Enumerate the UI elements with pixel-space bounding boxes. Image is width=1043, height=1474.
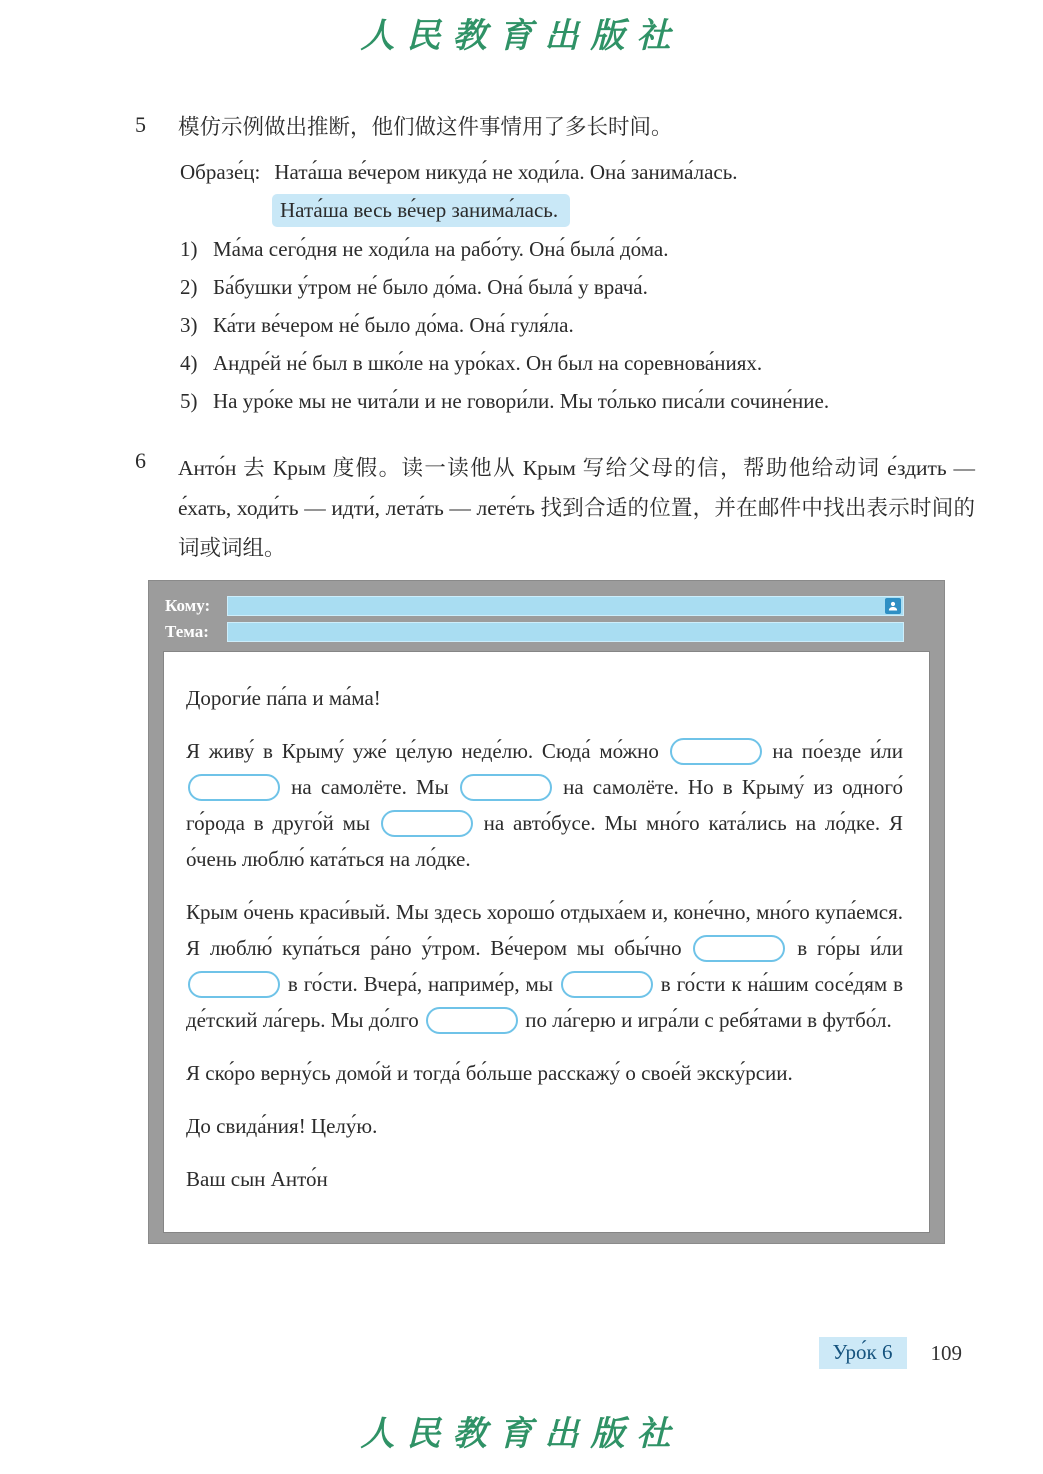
letter-paragraph: Я ско́ро верну́сь домо́й и тогда́ бо́льше расскажу́ о свое́й экску́рсии.: [186, 1061, 793, 1085]
exercise-5: [135, 112, 975, 413]
item-text: Андре́й не́ был в шко́ле на уро́ках. Он был на соревнова́ниях.: [213, 351, 763, 375]
answer-blank[interactable]: [693, 935, 785, 962]
list-item: [135, 313, 975, 337]
email-to-field[interactable]: [227, 596, 904, 616]
list-item: [135, 237, 975, 261]
exercise-5-number: 5: [135, 112, 146, 137]
email-window: [148, 580, 945, 1244]
page-footer: [819, 1337, 962, 1369]
item-number: 1): [180, 237, 198, 261]
item-text: Ка́ти ве́чером не́ было до́ма. Она́ гуля́ла.: [213, 313, 574, 337]
item-text: Ма́ма сего́дня не ходи́ла на рабо́ту. Она́ была́ до́ма.: [213, 237, 669, 261]
exercise-6-number: 6: [135, 448, 146, 473]
email-subject-row: [165, 621, 904, 642]
sample-line: [135, 160, 975, 185]
letter-paragraph: До свида́ния! Целу́ю.: [186, 1114, 378, 1138]
item-number: 2): [180, 275, 198, 299]
email-to-row: [165, 595, 904, 616]
item-text: На уро́ке мы не чита́ли и не говори́ли. Мы то́лько писа́ли сочине́ние.: [213, 389, 830, 413]
answer-blank[interactable]: [670, 738, 762, 765]
sample-answer-row: [135, 198, 975, 223]
publisher-logo-bottom: 人民教育出版社: [360, 1416, 683, 1453]
exercise-6-instruction: Анто́н 去 Крым 度假。读一读他从 Крым 写给父母的信，帮助他给动词 е́здить — е́хать, ходи́ть — идти́, лета́ть — лете́ть 找到合适的位置，并在邮件中找出表示时间的词或词组。: [178, 456, 975, 560]
publisher-logo-top: 人民教育出版社: [360, 18, 683, 55]
item-number: 4): [180, 351, 198, 375]
answer-blank[interactable]: [426, 1007, 518, 1034]
exercise-6: [135, 448, 975, 568]
item-number: 3): [180, 313, 198, 337]
sample-label: Образе́ц:: [180, 160, 261, 184]
list-item: [135, 351, 975, 375]
item-number: 5): [180, 389, 198, 413]
sample-text: Ната́ша ве́чером никуда́ не ходи́ла. Она́ занима́лась.: [274, 160, 738, 184]
item-text: Ба́бушки у́тром не́ было до́ма. Она́ была́ у врача́.: [213, 275, 648, 299]
letter-paragraph: Ваш сын Анто́н: [186, 1167, 328, 1191]
email-subject-label: Тема:: [165, 621, 209, 641]
person-icon[interactable]: [885, 598, 901, 614]
letter-body: [163, 651, 930, 1233]
page-number: 109: [930, 1340, 962, 1365]
answer-blank[interactable]: [460, 774, 552, 801]
answer-blank[interactable]: [188, 774, 280, 801]
answer-blank[interactable]: [561, 971, 653, 998]
letter-paragraph: Крым о́чень краси́вый. Мы здесь хорошо́ отдыха́ем и, коне́чно, мно́го купа́емся. Я люблю́ купа́ться ра́но у́тром. Ве́чером мы обы́чно в го́ры и́ли в го́сти. Вчера́, наприме́р, мы в го́сти к на́шим сосе́дям в де́тский ла́герь. Мы до́лго по ла́герю и игра́ли с ребя́тами в футбо́л.: [186, 900, 903, 1032]
sample-answer-highlight: Ната́ша весь ве́чер занима́лась.: [272, 194, 570, 227]
exercise-5-instruction: 模仿示例做出推断，他们做这件事情用了多长时间。: [178, 115, 673, 139]
lesson-badge: Уро́к 6: [819, 1337, 907, 1369]
email-to-label: Кому:: [165, 595, 211, 615]
list-item: [135, 275, 975, 299]
list-item: [135, 389, 975, 413]
answer-blank[interactable]: [188, 971, 280, 998]
letter-paragraph: Я живу́ в Крыму́ уже́ це́лую неде́лю. Сюда́ мо́жно на по́езде и́ли на самолёте. Мы на самолёте. Но в Крыму́ из одного́ го́рода в друго́й мы на авто́бусе. Мы мно́го ката́лись на ло́дке. Я о́чень люблю́ ката́ться на ло́дке.: [186, 739, 903, 871]
exercise-5-header: [135, 112, 975, 142]
answer-blank[interactable]: [381, 810, 473, 837]
email-subject-field[interactable]: [227, 622, 904, 642]
letter-paragraph: Дороги́е па́па и ма́ма!: [186, 686, 381, 710]
